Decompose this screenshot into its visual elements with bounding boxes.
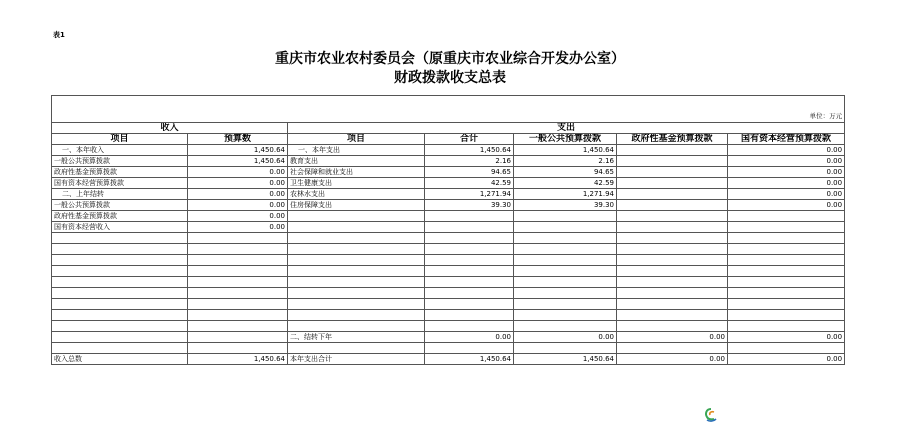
table-cell: 二、上年结转 xyxy=(52,189,188,200)
expense-group-header: 支出 xyxy=(288,123,845,134)
table-cell: 1,450.64 xyxy=(188,156,288,167)
table-cell xyxy=(728,244,845,255)
table-cell xyxy=(514,255,617,266)
col-header-expense-item: 项目 xyxy=(288,134,425,145)
table-row xyxy=(52,244,845,255)
table-cell xyxy=(52,343,188,354)
table-cell xyxy=(514,233,617,244)
table-cell: 2.16 xyxy=(425,156,514,167)
unit-label: 单位：万元 xyxy=(52,96,845,123)
table-cell: 2.16 xyxy=(514,156,617,167)
table-cell xyxy=(514,222,617,233)
table-row xyxy=(52,167,845,178)
table-cell: 住房保障支出 xyxy=(288,200,425,211)
table-cell: 94.65 xyxy=(514,167,617,178)
table-cell: 1,271.94 xyxy=(425,189,514,200)
table-cell xyxy=(728,288,845,299)
table-row xyxy=(52,299,845,310)
table-row xyxy=(52,310,845,321)
table-cell xyxy=(617,167,728,178)
report-subtitle: 财政拨款收支总表 xyxy=(394,70,506,86)
table-cell: 39.30 xyxy=(425,200,514,211)
table-cell xyxy=(617,343,728,354)
table-cell xyxy=(188,233,288,244)
table-cell: 农林水支出 xyxy=(288,189,425,200)
table-cell: 1,450.64 xyxy=(188,145,288,156)
table-cell xyxy=(288,222,425,233)
table-cell: 国有资本经营收入 xyxy=(52,222,188,233)
table-cell: 1,450.64 xyxy=(514,145,617,156)
col-header-income-item: 项目 xyxy=(52,134,188,145)
table-row xyxy=(52,178,845,189)
table-cell: 1,450.64 xyxy=(425,145,514,156)
table-cell xyxy=(514,310,617,321)
table-cell xyxy=(288,343,425,354)
table-cell: 社会保障和就业支出 xyxy=(288,167,425,178)
table-cell xyxy=(617,310,728,321)
table-cell xyxy=(617,178,728,189)
table-cell xyxy=(617,299,728,310)
table-cell xyxy=(617,222,728,233)
table-cell xyxy=(514,321,617,332)
table-cell: 一、本年支出 xyxy=(288,145,425,156)
table-cell xyxy=(425,288,514,299)
total-row xyxy=(52,354,845,365)
table-cell: 0.00 xyxy=(728,354,845,365)
table-cell xyxy=(728,343,845,354)
table-cell xyxy=(514,211,617,222)
table-cell: 收入总数 xyxy=(52,354,188,365)
table-cell: 国有资本经营预算拨款 xyxy=(52,178,188,189)
table-row xyxy=(52,343,845,354)
table-cell: 0.00 xyxy=(728,332,845,343)
table-cell: 0.00 xyxy=(728,189,845,200)
table-cell xyxy=(514,266,617,277)
table-cell xyxy=(617,145,728,156)
table-cell xyxy=(514,288,617,299)
table-cell xyxy=(617,200,728,211)
table-cell: 1,450.64 xyxy=(514,354,617,365)
table-cell: 一、本年收入 xyxy=(52,145,188,156)
table-cell xyxy=(188,321,288,332)
group-header-row xyxy=(52,123,845,134)
table-cell: 二、结转下年 xyxy=(288,332,425,343)
table-cell xyxy=(52,266,188,277)
table-cell: 本年支出合计 xyxy=(288,354,425,365)
table-cell: 0.00 xyxy=(728,156,845,167)
table-cell xyxy=(52,255,188,266)
table-cell xyxy=(52,310,188,321)
table-cell xyxy=(288,321,425,332)
table-row xyxy=(52,211,845,222)
table-cell xyxy=(425,299,514,310)
table-cell: 42.59 xyxy=(514,178,617,189)
unit-row xyxy=(52,96,845,123)
table-cell: 39.30 xyxy=(514,200,617,211)
table-cell xyxy=(728,211,845,222)
table-row xyxy=(52,266,845,277)
table-cell: 1,450.64 xyxy=(188,354,288,365)
table-cell xyxy=(288,288,425,299)
table-cell xyxy=(728,299,845,310)
table-cell xyxy=(728,277,845,288)
table-cell: 0.00 xyxy=(617,354,728,365)
table-cell xyxy=(728,222,845,233)
table-row xyxy=(52,255,845,266)
table-cell xyxy=(188,244,288,255)
sheet-label: 表1 xyxy=(53,31,65,39)
table-cell: 0.00 xyxy=(188,222,288,233)
table-cell xyxy=(288,211,425,222)
table-cell xyxy=(52,277,188,288)
table-cell xyxy=(188,299,288,310)
table-cell xyxy=(617,156,728,167)
table-cell xyxy=(728,310,845,321)
table-cell xyxy=(514,343,617,354)
table-cell xyxy=(617,189,728,200)
table-cell xyxy=(288,277,425,288)
table-cell xyxy=(617,321,728,332)
table-cell xyxy=(188,332,288,343)
table-cell: 0.00 xyxy=(514,332,617,343)
table-cell: 0.00 xyxy=(425,332,514,343)
table-cell: 一般公共预算拨款 xyxy=(52,156,188,167)
table-cell: 1,450.64 xyxy=(425,354,514,365)
table-cell xyxy=(514,244,617,255)
table-cell xyxy=(288,244,425,255)
table-cell xyxy=(188,343,288,354)
table-cell xyxy=(188,255,288,266)
table-cell xyxy=(188,310,288,321)
table-cell: 0.00 xyxy=(728,167,845,178)
table-cell: 教育支出 xyxy=(288,156,425,167)
table-row xyxy=(52,233,845,244)
table-cell xyxy=(728,255,845,266)
table-row xyxy=(52,222,845,233)
table-cell xyxy=(617,233,728,244)
table-cell xyxy=(617,266,728,277)
table-row xyxy=(52,189,845,200)
table-cell xyxy=(425,266,514,277)
table-cell: 0.00 xyxy=(617,332,728,343)
table-cell xyxy=(288,255,425,266)
table-row xyxy=(52,288,845,299)
table-cell xyxy=(425,310,514,321)
table-cell: 0.00 xyxy=(188,200,288,211)
table-cell xyxy=(728,321,845,332)
table-cell xyxy=(425,255,514,266)
table-cell xyxy=(52,321,188,332)
table-cell: 0.00 xyxy=(728,200,845,211)
table-cell: 政府性基金预算拨款 xyxy=(52,167,188,178)
logo-icon xyxy=(703,407,719,423)
table-row xyxy=(52,321,845,332)
table-cell xyxy=(52,332,188,343)
col-header-state-capital: 国有资本经营预算拨款 xyxy=(728,134,845,145)
income-group-header: 收入 xyxy=(52,123,288,134)
table-cell: 0.00 xyxy=(188,189,288,200)
table-cell: 0.00 xyxy=(188,178,288,189)
table-cell: 1,271.94 xyxy=(514,189,617,200)
table-row xyxy=(52,156,845,167)
table-cell xyxy=(617,244,728,255)
table-row xyxy=(52,277,845,288)
table-cell xyxy=(188,266,288,277)
table-cell xyxy=(188,277,288,288)
table-cell xyxy=(425,244,514,255)
table-cell xyxy=(52,288,188,299)
table-cell: 0.00 xyxy=(188,167,288,178)
table-cell xyxy=(425,211,514,222)
table-cell xyxy=(728,266,845,277)
table-cell xyxy=(425,321,514,332)
table-cell xyxy=(617,255,728,266)
table-cell xyxy=(288,233,425,244)
table-cell xyxy=(514,277,617,288)
table-cell xyxy=(288,310,425,321)
table-cell xyxy=(617,211,728,222)
table-row xyxy=(52,145,845,156)
table-cell: 0.00 xyxy=(728,145,845,156)
table-cell xyxy=(425,233,514,244)
table-cell xyxy=(514,299,617,310)
table-row xyxy=(52,200,845,211)
table-cell: 政府性基金预算拨款 xyxy=(52,211,188,222)
report-title: 重庆市农业农村委员会（原重庆市农业综合开发办公室） xyxy=(275,51,625,67)
table-cell xyxy=(617,288,728,299)
table-cell xyxy=(425,277,514,288)
table-cell xyxy=(52,244,188,255)
col-header-budget: 预算数 xyxy=(188,134,288,145)
col-header-total: 合计 xyxy=(425,134,514,145)
table-cell xyxy=(728,233,845,244)
table-cell: 卫生健康支出 xyxy=(288,178,425,189)
table-cell xyxy=(188,288,288,299)
table-cell: 0.00 xyxy=(728,178,845,189)
col-header-fund-budget: 政府性基金预算拨款 xyxy=(617,134,728,145)
table-cell: 0.00 xyxy=(188,211,288,222)
budget-table xyxy=(51,95,845,365)
table-cell xyxy=(52,299,188,310)
table-cell xyxy=(288,266,425,277)
col-header-general-budget: 一般公共预算拨款 xyxy=(514,134,617,145)
table-cell xyxy=(425,343,514,354)
table-cell: 42.59 xyxy=(425,178,514,189)
table-row xyxy=(52,332,845,343)
table-cell xyxy=(288,299,425,310)
table-cell xyxy=(617,277,728,288)
table-cell xyxy=(52,233,188,244)
table-cell: 94.65 xyxy=(425,167,514,178)
column-header-row xyxy=(52,134,845,145)
table-cell xyxy=(425,222,514,233)
table-cell: 一般公共预算拨款 xyxy=(52,200,188,211)
